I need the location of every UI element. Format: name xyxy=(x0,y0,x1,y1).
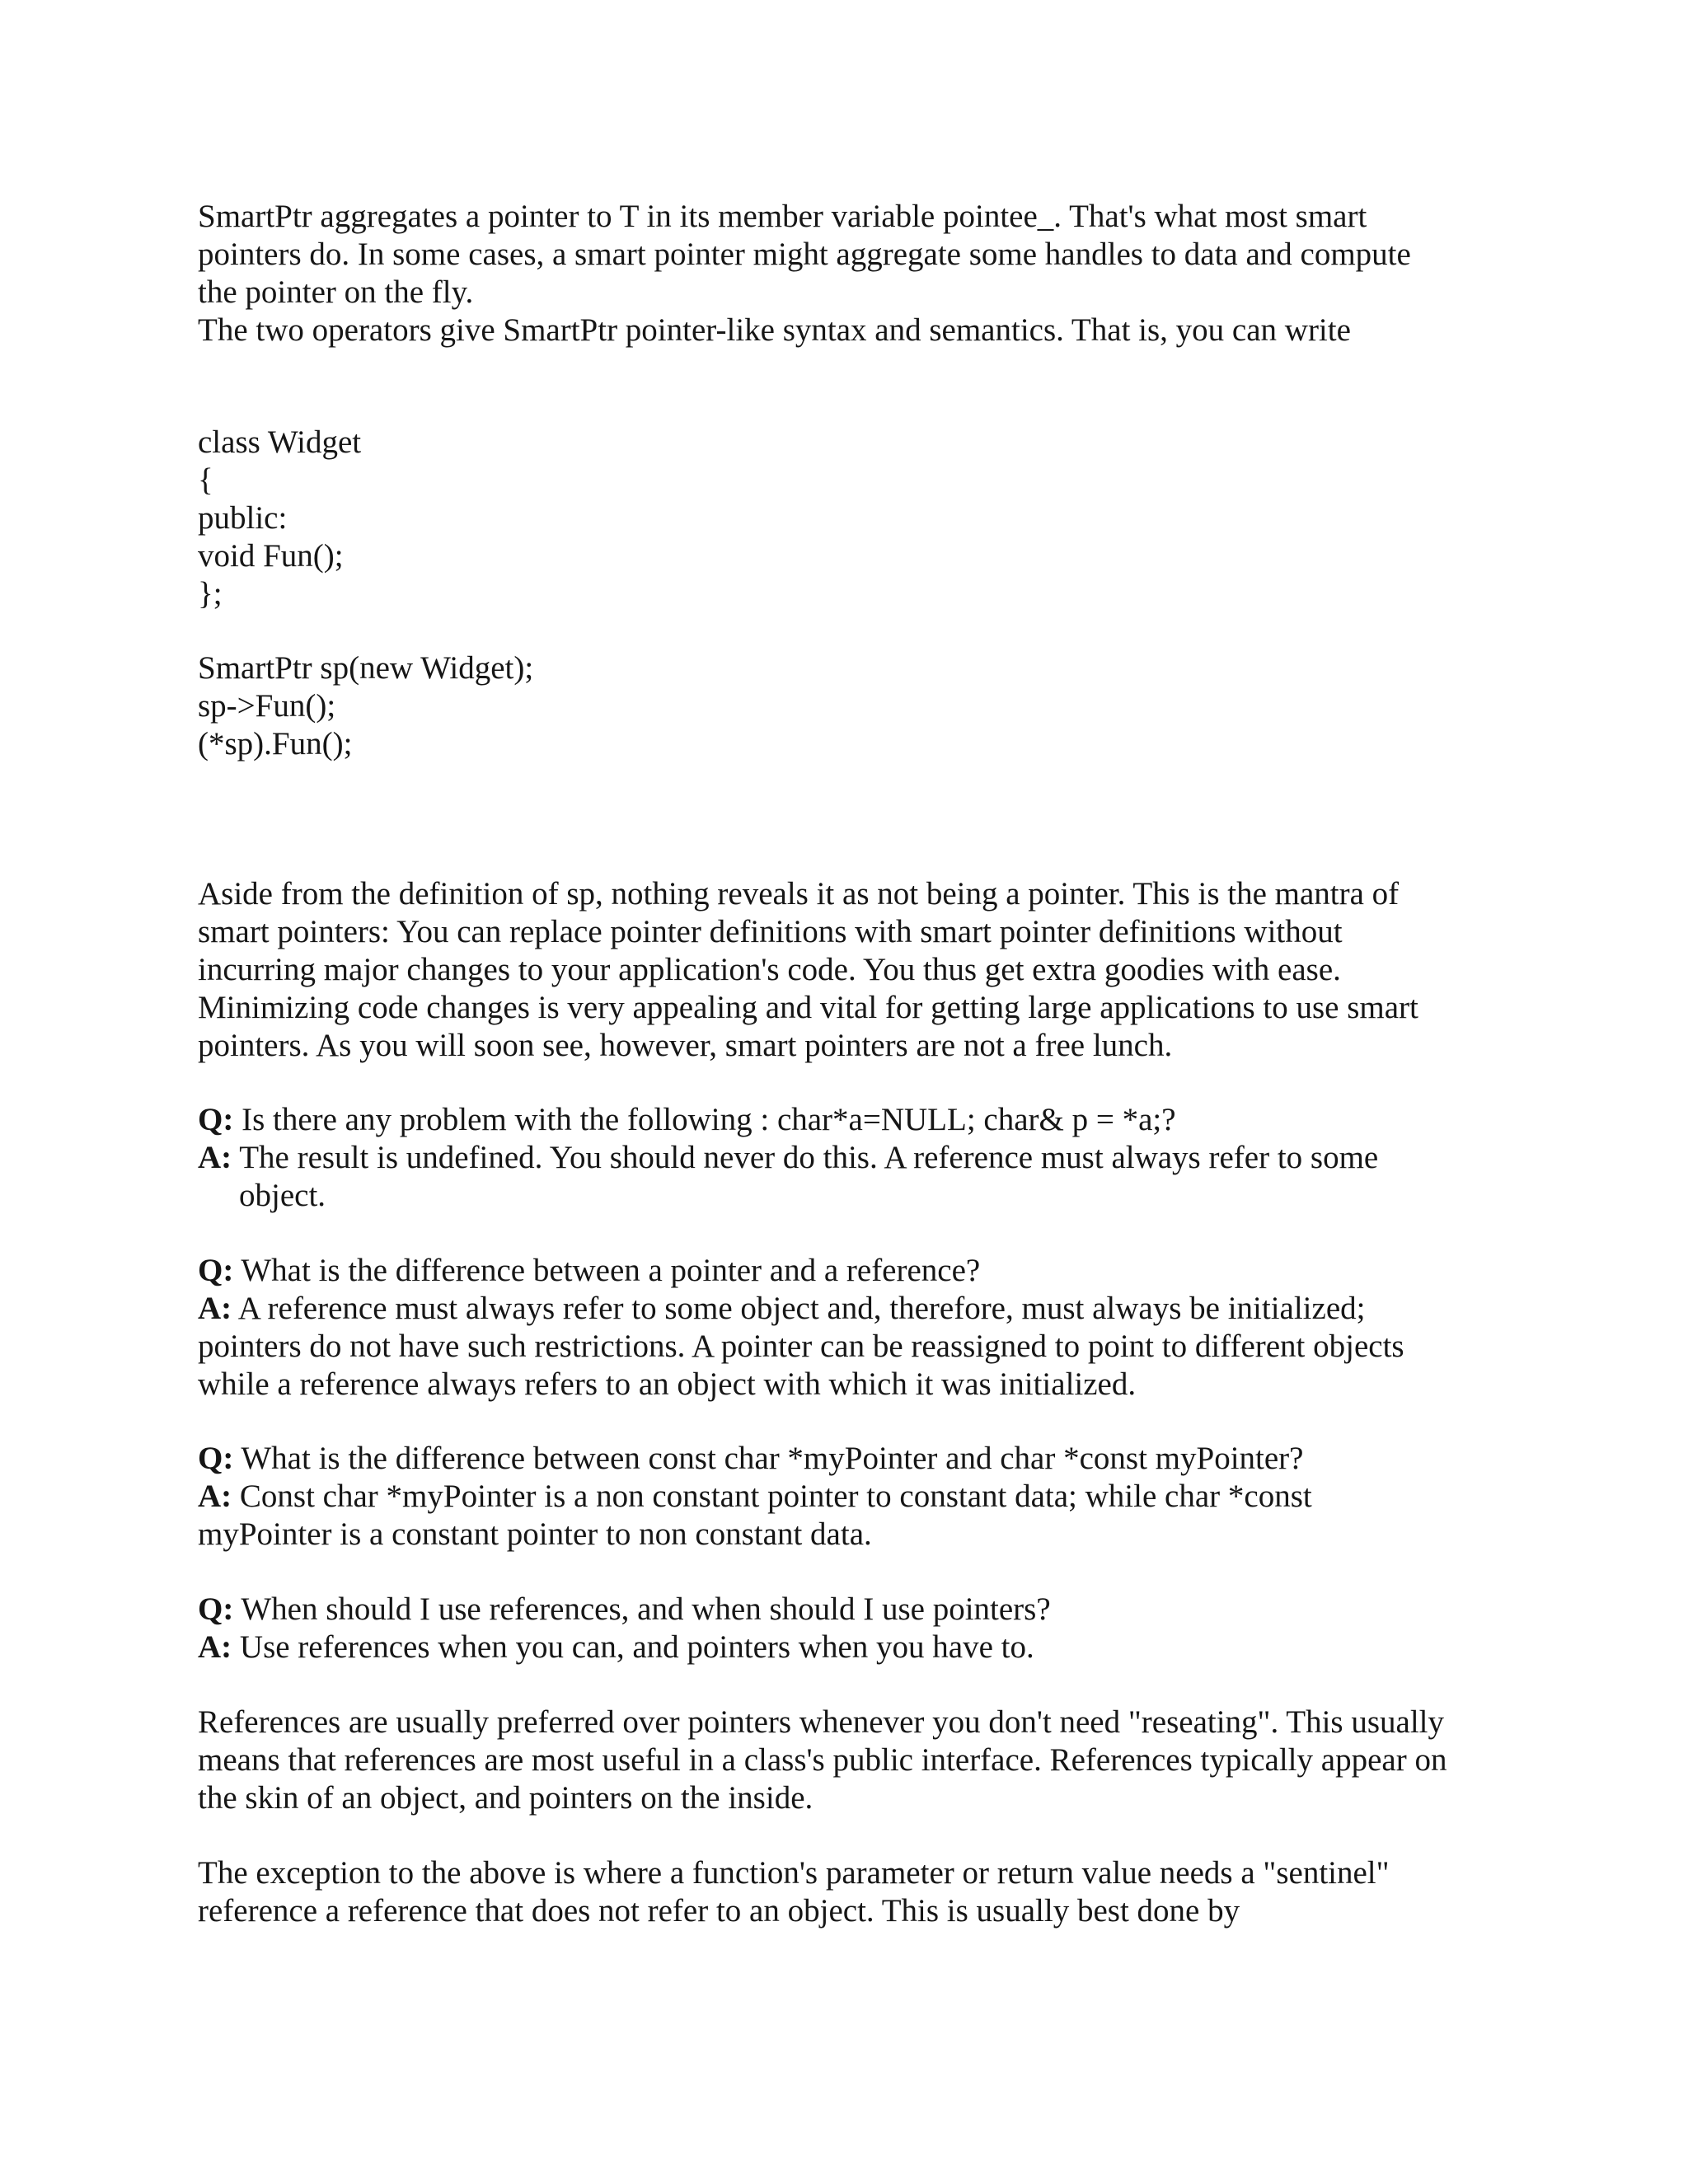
answer-label: A: xyxy=(198,1479,232,1514)
code-line: sp->Fun(); xyxy=(198,688,336,724)
text-line: means that references are most useful in a class's public interface. References typically appear on xyxy=(198,1742,1447,1778)
code-line: { xyxy=(198,462,213,498)
answer-text: A reference must always refer to some object and, therefore, must always be initialized; xyxy=(232,1291,1366,1326)
text-line: reference a reference that does not refer to an object. This is usually best done by xyxy=(198,1893,1240,1929)
text-line: the skin of an object, and pointers on the inside. xyxy=(198,1780,814,1816)
text-line: pointers do. In some cases, a smart pointer might aggregate some handles to data and compute xyxy=(198,237,1411,272)
answer-text: Const char *myPointer is a non constant pointer to constant data; while char *const xyxy=(232,1479,1312,1514)
code-usage xyxy=(198,649,1500,763)
text-line: the pointer on the fly. xyxy=(198,274,474,310)
answer-label: A: xyxy=(198,1140,232,1175)
mantra-paragraph xyxy=(198,875,1500,1065)
answer-continuation: while a reference always refers to an object with which it was initialized. xyxy=(198,1366,1137,1402)
code-line: void Fun(); xyxy=(198,538,344,574)
intro-paragraph xyxy=(198,198,1500,349)
question-line xyxy=(198,1101,1500,1139)
question-label: Q: xyxy=(198,1253,234,1288)
answer-line xyxy=(198,1478,1500,1516)
question-text: Is there any problem with the following : char*a=NULL; char& p = *a;? xyxy=(233,1102,1176,1137)
text-line: Aside from the definition of sp, nothing reveals it as not being a pointer. This is the mantra of xyxy=(198,876,1400,912)
question-text: What is the difference between const char *myPointer and char *const myPointer? xyxy=(233,1441,1304,1476)
question-text: What is the difference between a pointer and a reference? xyxy=(233,1253,981,1288)
text-line: The exception to the above is where a function's parameter or return value needs a "sentinel" xyxy=(198,1855,1390,1891)
qa-item-1 xyxy=(198,1101,1500,1215)
code-line: class Widget xyxy=(198,424,362,460)
code-line: SmartPtr sp(new Widget); xyxy=(198,650,534,686)
code-line: }; xyxy=(198,576,223,612)
answer-line xyxy=(198,1139,1500,1177)
question-text: When should I use references, and when should I use pointers? xyxy=(233,1591,1051,1627)
code-class-widget xyxy=(198,424,1500,613)
text-line: SmartPtr aggregates a pointer to T in its member variable pointee_. That's what most smart xyxy=(198,199,1367,234)
answer-text: Use references when you can, and pointers when you have to. xyxy=(232,1629,1034,1665)
code-line: (*sp).Fun(); xyxy=(198,726,353,762)
question-line xyxy=(198,1440,1500,1478)
answer-continuation: pointers do not have such restrictions. A pointer can be reassigned to point to different objects xyxy=(198,1329,1404,1364)
code-line: public: xyxy=(198,500,288,536)
qa-item-3 xyxy=(198,1440,1500,1554)
answer-line xyxy=(198,1290,1500,1328)
answer-continuation: myPointer is a constant pointer to non constant data. xyxy=(198,1516,872,1552)
question-label: Q: xyxy=(198,1591,234,1627)
qa-item-4 xyxy=(198,1591,1500,1666)
text-line: References are usually preferred over pointers whenever you don't need "reseating". This usually xyxy=(198,1704,1445,1740)
answer-line xyxy=(198,1629,1500,1666)
qa-item-2 xyxy=(198,1252,1500,1404)
question-line xyxy=(198,1591,1500,1629)
references-paragraph xyxy=(198,1704,1500,1817)
question-label: Q: xyxy=(198,1102,234,1137)
text-line: incurring major changes to your application's code. You thus get extra goodies with ease. xyxy=(198,952,1341,987)
answer-continuation: object. xyxy=(239,1178,326,1213)
text-line: smart pointers: You can replace pointer definitions with smart pointer definitions without xyxy=(198,914,1343,949)
exception-paragraph xyxy=(198,1854,1500,1930)
answer-label: A: xyxy=(198,1291,232,1326)
text-line: pointers. As you will soon see, however, smart pointers are not a free lunch. xyxy=(198,1028,1173,1063)
answer-label: A: xyxy=(198,1629,232,1665)
answer-text: The result is undefined. You should never do this. A reference must always refer to some xyxy=(232,1140,1379,1175)
text-line: The two operators give SmartPtr pointer-like syntax and semantics. That is, you can write xyxy=(198,312,1351,348)
text-line: Minimizing code changes is very appealing and vital for getting large applications to use smart xyxy=(198,990,1418,1025)
question-label: Q: xyxy=(198,1441,234,1476)
question-line xyxy=(198,1252,1500,1290)
